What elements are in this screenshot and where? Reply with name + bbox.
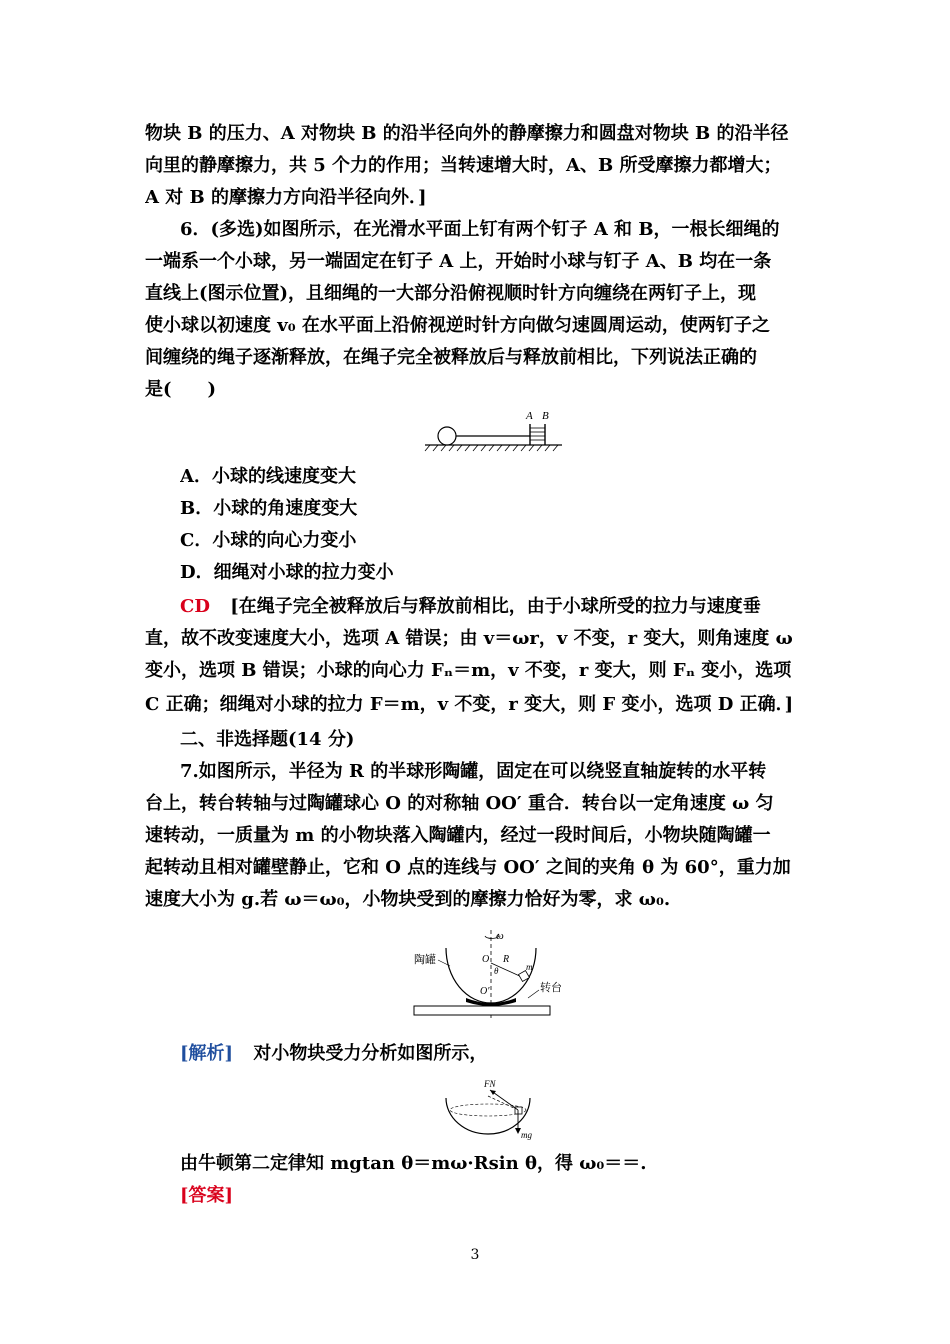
turntable bbox=[414, 1006, 550, 1015]
block bbox=[515, 1107, 522, 1114]
option-d: D．细绳对小球的拉力变小 bbox=[180, 562, 394, 583]
turntable-leader bbox=[528, 990, 539, 998]
q6-explanation-line-4: C 正确；细绳对小球的拉力 F＝m，v 不变，r 变大，则 F 变小，选项 D 正确．] bbox=[145, 694, 794, 715]
force-diagram bbox=[438, 1076, 538, 1144]
mg-label: mg bbox=[521, 1130, 532, 1140]
omega-label: ω bbox=[496, 930, 504, 942]
q7-line-4: 起转动且相对罐壁静止，它和 O 点的连线与 OO′ 之间的夹角 θ 为 60°，重力加 bbox=[145, 857, 791, 878]
q6-line-5: 间缠绕的绳子逐渐释放，在绳子完全被释放后与释放前相比，下列说法正确的 bbox=[145, 347, 757, 368]
answer-key: CD bbox=[180, 596, 210, 617]
jar-label: 陶罐 bbox=[414, 953, 436, 966]
o-label: O bbox=[482, 954, 490, 965]
q6-line-4: 使小球以初速度 v₀ 在水平面上沿俯视逆时针方向做匀速圆周运动，使两钉子之 bbox=[145, 315, 770, 336]
analysis-tag: [解析] bbox=[180, 1043, 234, 1064]
ball bbox=[438, 427, 456, 445]
fn-label: FN bbox=[484, 1079, 496, 1089]
q6-explanation-line-2: 直，故不改变速度大小，选项 A 错误；由 v＝ωr，v 不变，r 变大，则角速度 ω bbox=[145, 628, 793, 649]
q6-line-1: 6．(多选)如图所示，在光滑水平面上钉有两个钉子 A 和 B，一根长细绳的 bbox=[180, 219, 780, 240]
nail-a-label: A bbox=[526, 410, 533, 422]
equation-line: 由牛顿第二定律知 mgtan θ＝mω·Rsin θ，得 ω₀＝＝. bbox=[180, 1153, 647, 1174]
turntable-label: 转台 bbox=[540, 981, 562, 994]
nail-b-label: B bbox=[542, 410, 549, 422]
page-number: 3 bbox=[470, 1247, 480, 1263]
option-c: C．小球的向心力变小 bbox=[180, 530, 357, 551]
theta-label: θ bbox=[494, 966, 499, 976]
q7-line-1: 7.如图所示，半径为 R 的半球形陶罐，固定在可以绕竖直轴旋转的水平转 bbox=[180, 761, 767, 782]
q7-jar-turntable-figure bbox=[408, 928, 583, 1028]
q6-line-6: 是( ) bbox=[145, 379, 217, 400]
q6-line-3: 直线上(图示位置)，且细绳的一大部分沿俯视顺时针方向缠绕在两钉子上，现 bbox=[145, 283, 757, 304]
explanation-text-1: [在绳子完全被释放后与释放前相比，由于小球所受的拉力与速度垂 bbox=[230, 596, 761, 617]
wound-string bbox=[530, 428, 545, 440]
option-a: A．小球的线速度变大 bbox=[180, 466, 356, 487]
m-label: m bbox=[526, 962, 533, 972]
answer-line bbox=[180, 1184, 807, 1208]
prev-answer-line-2: 向里的静摩擦力，共 5 个力的作用；当转速增大时，A、B 所受摩擦力都增大； bbox=[145, 155, 782, 176]
prev-answer-line-3: A 对 B 的摩擦力方向沿半径向外．] bbox=[145, 187, 427, 208]
o-prime-label: O′ bbox=[480, 986, 490, 997]
r-label: R bbox=[503, 954, 510, 965]
q6-nail-ball-figure bbox=[420, 406, 570, 456]
q7-line-5: 速度大小为 g.若 ω＝ω₀，小物块受到的摩擦力恰好为零，求 ω₀. bbox=[145, 889, 671, 910]
circular-path bbox=[450, 1104, 526, 1116]
option-b: B．小球的角速度变大 bbox=[180, 498, 358, 519]
analysis-text: 对小物块受力分析如图所示， bbox=[253, 1043, 488, 1064]
normal-arrowhead bbox=[490, 1090, 496, 1095]
answer-tag: [答案] bbox=[180, 1185, 234, 1206]
q6-line-2: 一端系一个小球，另一端固定在钉子 A 上，开始时小球与钉子 A、B 均在一条 bbox=[145, 251, 772, 272]
ground-hatching bbox=[425, 445, 558, 451]
q7-line-3: 速转动，一质量为 m 的小物块落入陶罐内，经过一段时间后，小物块随陶罐一 bbox=[145, 825, 771, 846]
q6-explanation-line-3: 变小，选项 B 错误；小球的向心力 Fₙ＝m，v 不变，r 变大，则 Fₙ 变小，选项 bbox=[145, 660, 792, 681]
prev-answer-line-1: 物块 B 的压力、A 对物块 B 的沿半径向外的静摩擦力和圆盘对物块 B 的沿半径 bbox=[145, 123, 789, 144]
q7-line-2: 台上，转台转轴与过陶罐球心 O 的对称轴 OO′ 重合．转台以一定角速度 ω 匀 bbox=[145, 793, 774, 814]
q6-explanation-line-1 bbox=[180, 595, 807, 619]
section-heading: 二、非选择题(14 分) bbox=[180, 729, 355, 750]
center-line bbox=[488, 1096, 518, 1110]
analysis-line bbox=[180, 1042, 807, 1066]
